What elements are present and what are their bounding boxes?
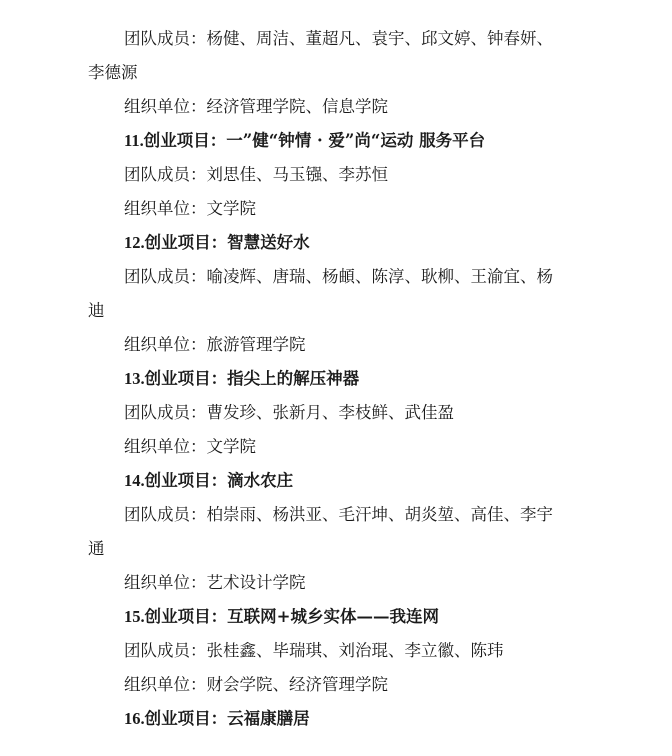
project-heading <box>88 362 594 396</box>
project-heading <box>88 702 594 736</box>
project-number: 16. <box>124 709 145 728</box>
project-number: 15. <box>124 607 145 626</box>
project-heading <box>88 464 594 498</box>
project-number: 14. <box>124 471 145 490</box>
members-continuation: 李德源 <box>88 63 138 82</box>
org-line: 组织单位：文学院 <box>124 437 256 456</box>
project-title: 创业项目：智慧送好水 <box>144 233 310 252</box>
members-line: 团队成员：杨健、周洁、董超凡、袁宇、邱文婷、钟春妍、 <box>124 29 553 48</box>
project-title: 创业项目：滴水农庄 <box>144 471 294 490</box>
members-line: 团队成员：曹发珍、张新月、李枝鲜、武佳盈 <box>124 403 454 422</box>
project-title: 创业项目：一”健“钟情 · 爱”尚“运动 服务平台 <box>143 131 486 150</box>
project-heading <box>88 124 594 158</box>
project-title: 创业项目：互联网+城乡实体——我连网 <box>144 607 439 626</box>
members-line: 团队成员：刘思佳、马玉镪、李苏恒 <box>124 165 388 184</box>
members-line: 团队成员：张桂鑫、毕瑞琪、刘治琨、李立徽、陈玮 <box>124 641 504 660</box>
project-heading <box>88 600 594 634</box>
project-heading <box>88 226 594 260</box>
project-number: 11. <box>124 131 144 150</box>
project-title: 创业项目：指尖上的解压神器 <box>144 369 360 388</box>
members-line: 团队成员：柏崇雨、杨洪亚、毛汗坤、胡炎堃、高佳、李宇 <box>124 505 553 524</box>
org-line: 组织单位：旅游管理学院 <box>124 335 306 354</box>
org-line: 组织单位：财会学院、经济管理学院 <box>124 675 388 694</box>
project-title: 创业项目：云福康膳居 <box>144 709 310 728</box>
org-line: 组织单位：经济管理学院、信息学院 <box>124 97 388 116</box>
project-number: 12. <box>124 233 145 252</box>
members-line: 团队成员：喻凌辉、唐瑞、杨頔、陈淳、耿柳、王渝宜、杨 <box>124 267 553 286</box>
org-line: 组织单位：艺术设计学院 <box>124 573 306 592</box>
members-continuation: 迪 <box>88 301 105 320</box>
project-number: 13. <box>124 369 145 388</box>
org-line: 组织单位：文学院 <box>124 199 256 218</box>
members-continuation: 通 <box>88 539 105 558</box>
